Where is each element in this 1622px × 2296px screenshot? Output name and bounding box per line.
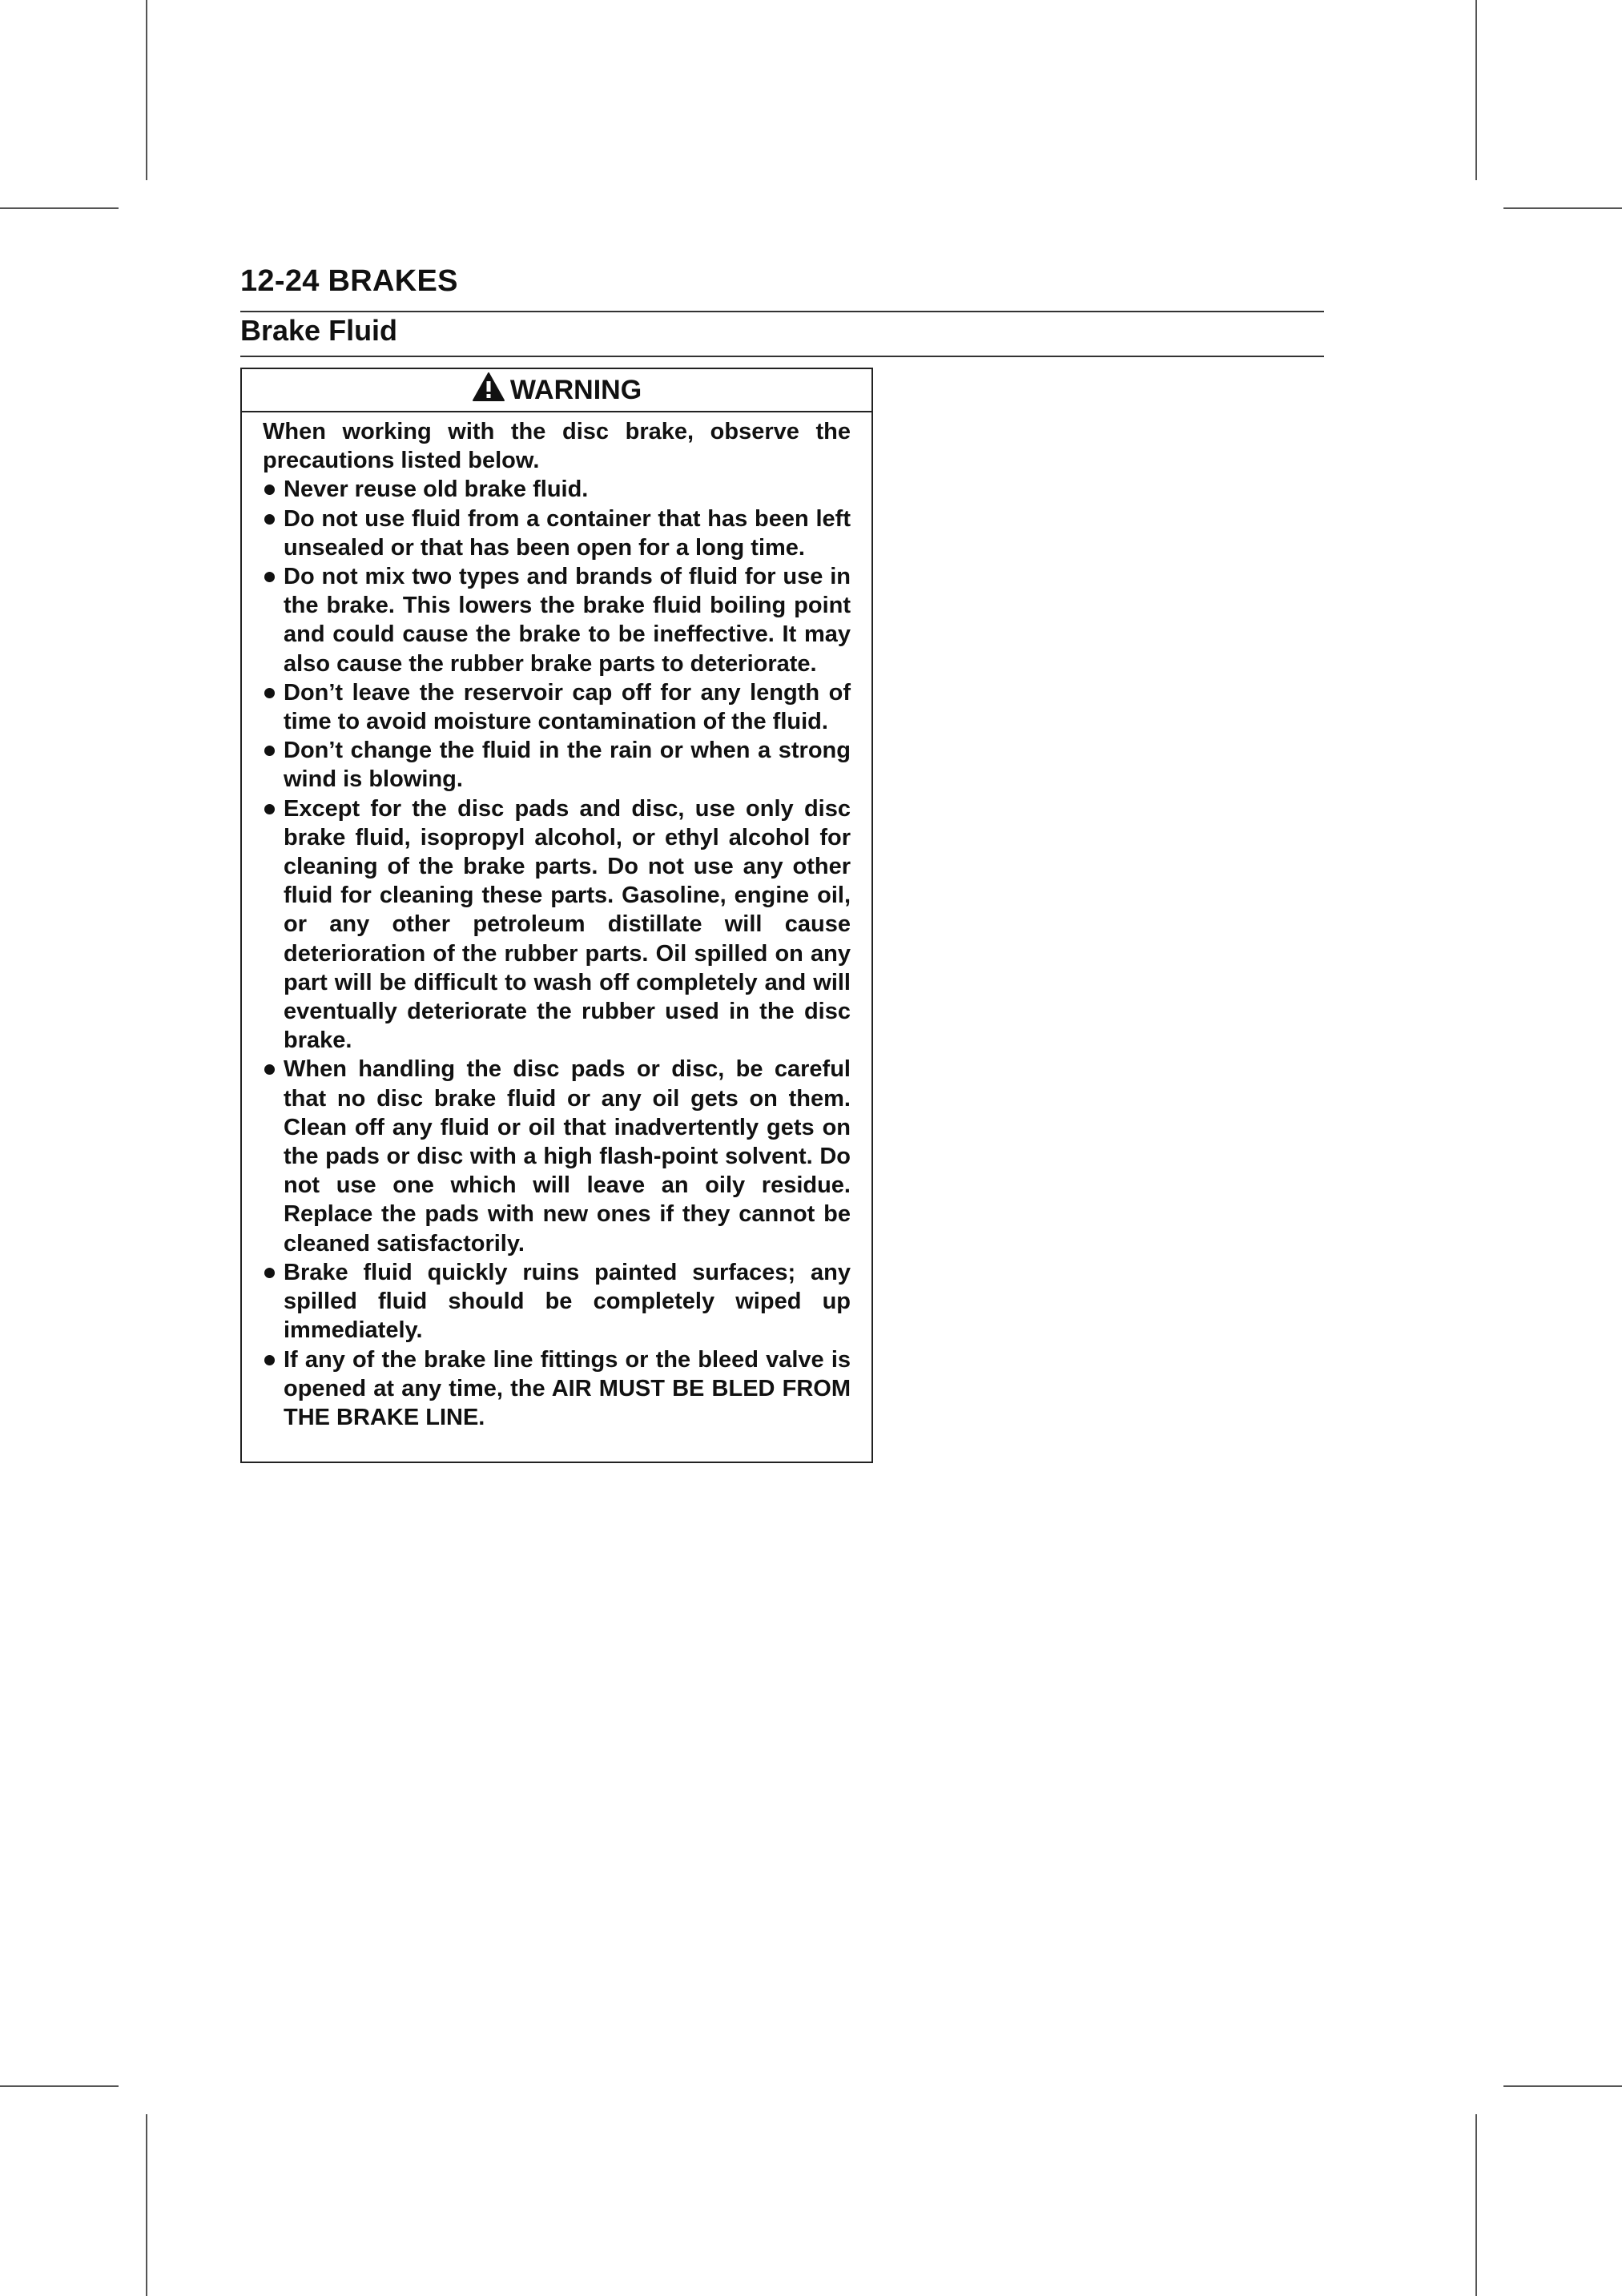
warning-triangle-icon xyxy=(472,372,505,409)
list-item xyxy=(263,475,851,504)
crop-mark xyxy=(146,0,147,180)
list-item xyxy=(263,1055,851,1257)
crop-mark xyxy=(1475,2114,1477,2296)
list-item-text: Do not mix two types and brands of fluid for use in the brake. This lowers the brake fluid boiling point and could cause the brake to be ineffective. It may also cause the rubber brake parts to deteriorate. xyxy=(284,564,851,677)
bullet-icon xyxy=(264,1268,275,1278)
list-item xyxy=(263,1258,851,1345)
bullet-icon xyxy=(264,688,275,698)
crop-mark xyxy=(1475,0,1477,180)
section-rule xyxy=(240,356,1324,357)
list-item xyxy=(263,1345,851,1433)
warning-body xyxy=(242,412,871,1432)
bullet-icon xyxy=(264,746,275,756)
list-item-text: Brake fluid quickly ruins painted surfaces; any spilled fluid should be completely wiped up immediately. xyxy=(284,1259,851,1344)
warning-intro: When working with the disc brake, observe the precautions listed below. xyxy=(263,419,851,474)
section-title: Brake Fluid xyxy=(240,314,398,347)
list-item-text: If any of the brake line fittings or the bleed valve is opened at any time, the AIR MUST BE BLED FROM THE BRAKE LINE. xyxy=(284,1346,851,1430)
page-header: 12-24 BRAKES xyxy=(240,264,458,298)
crop-mark xyxy=(1503,207,1622,209)
list-item-text: Except for the disc pads and disc, use only disc brake fluid, isopropyl alcohol, or ethyl alcohol for cleaning of the brake parts. Do not use any other fluid for cleaning these parts. Gasoline, engine oil, or any other petroleum distillate will cause deterioration of the rubber parts. Oil spilled on any part will be difficult to wash off completely and will eventually deteriorate the rubber used in the disc brake. xyxy=(284,795,851,1054)
warning-header xyxy=(242,369,871,412)
bullet-icon xyxy=(264,572,275,582)
list-item-text: Don’t leave the reservoir cap off for any length of time to avoid moisture contamination of the fluid. xyxy=(284,679,851,735)
list-item xyxy=(263,794,851,1056)
crop-mark xyxy=(146,2114,147,2296)
crop-mark xyxy=(1503,2085,1622,2087)
bullet-icon xyxy=(264,485,275,495)
warning-list xyxy=(263,475,851,1432)
list-item-text: Don’t change the fluid in the rain or when a strong wind is blowing. xyxy=(284,738,851,793)
list-item xyxy=(263,505,851,562)
list-item xyxy=(263,562,851,678)
list-item-text: When handling the disc pads or disc, be careful that no disc brake fluid or any oil gets on them. Clean off any fluid or oil that inadvertently gets on the pads or disc with a high flash-point solvent. Do not use one which will leave an oily residue. Replace the pads with new ones if they cannot be cleaned satisfactorily. xyxy=(284,1056,851,1257)
list-item xyxy=(263,678,851,736)
warning-title: WARNING xyxy=(509,374,642,405)
crop-mark xyxy=(0,207,119,209)
warning-box xyxy=(240,368,873,1463)
bullet-icon xyxy=(264,1355,275,1365)
bullet-icon xyxy=(264,804,275,814)
list-item xyxy=(263,736,851,794)
bullet-icon xyxy=(264,1064,275,1075)
crop-mark xyxy=(0,2085,119,2087)
list-item-text: Never reuse old brake fluid. xyxy=(284,476,589,503)
list-item-text: Do not use fluid from a container that has been left unsealed or that has been open for a long time. xyxy=(284,505,851,561)
header-rule xyxy=(240,311,1324,312)
bullet-icon xyxy=(264,514,275,525)
